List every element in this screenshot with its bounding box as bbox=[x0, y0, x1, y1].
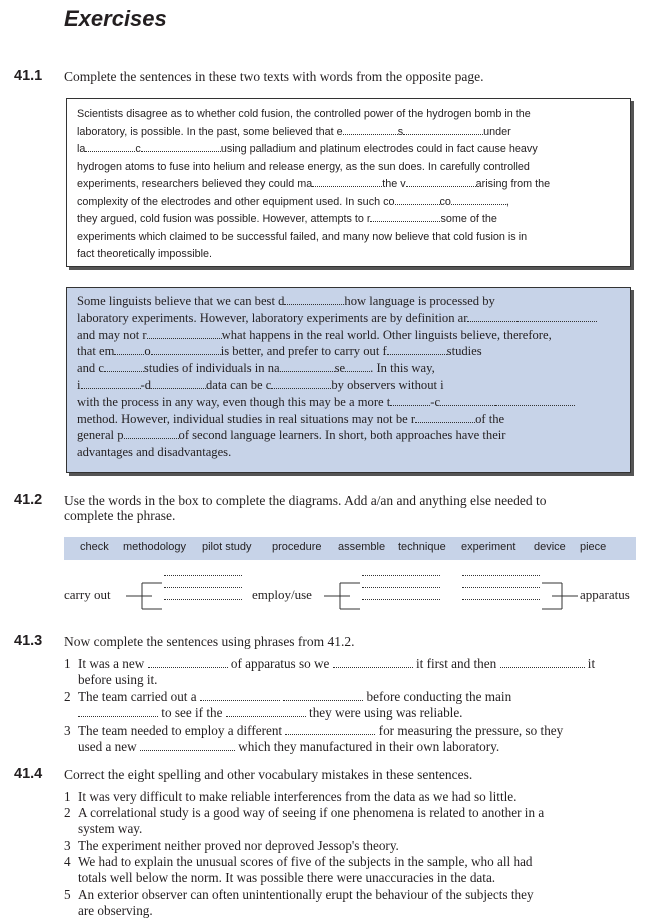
blank[interactable] bbox=[283, 690, 363, 701]
text-line: that em o is better, and prefer to carry out f studies bbox=[77, 344, 482, 359]
blank[interactable] bbox=[390, 395, 430, 406]
diagram-label-carry-out: carry out bbox=[64, 587, 111, 602]
blank[interactable] bbox=[147, 328, 222, 339]
blank[interactable] bbox=[395, 194, 440, 205]
blank[interactable] bbox=[495, 395, 575, 406]
word: piece bbox=[580, 541, 607, 553]
blank[interactable] bbox=[345, 361, 370, 372]
word: experiment bbox=[461, 541, 516, 553]
text-line: and c studies of individuals in na se . In this way, bbox=[77, 361, 435, 376]
blank[interactable] bbox=[226, 706, 306, 717]
blank[interactable] bbox=[440, 395, 495, 406]
word: check bbox=[80, 541, 109, 553]
section-number: 41.4 bbox=[14, 766, 43, 782]
bracket-icon bbox=[540, 578, 580, 614]
text-line: advantages and disadvantages. bbox=[77, 445, 232, 460]
text-line: with the process in any way, even though this may be a more t -c bbox=[77, 394, 622, 411]
blank[interactable] bbox=[387, 344, 447, 355]
blank[interactable] bbox=[284, 294, 344, 305]
blank[interactable] bbox=[85, 141, 135, 152]
blank[interactable] bbox=[148, 657, 228, 668]
blank[interactable] bbox=[406, 176, 476, 187]
diagram-label-apparatus: apparatus bbox=[580, 587, 630, 602]
blank[interactable] bbox=[78, 706, 158, 717]
text-line: Some linguists believe that we can best d how language is processed by bbox=[77, 294, 495, 308]
section-number: 41.2 bbox=[14, 492, 43, 508]
text-line: experiments, researchers believed they could ma the v arising from the bbox=[77, 178, 551, 190]
section-number: 41.1 bbox=[14, 68, 43, 84]
blank[interactable] bbox=[151, 378, 206, 389]
blank[interactable] bbox=[467, 311, 517, 322]
text-line: laboratory, is possible. In the past, some believed that e s under bbox=[77, 125, 511, 138]
text-box-2 bbox=[66, 287, 631, 473]
text-line: complexity of the electrodes and other equipment used. In such co co , bbox=[77, 195, 509, 208]
word: assemble bbox=[338, 541, 386, 553]
blank[interactable] bbox=[104, 361, 144, 372]
diagram-label-employ-use: employ/use bbox=[252, 587, 312, 602]
text-line: and may not r what happens in the real world. Other linguists believe, therefore, bbox=[77, 327, 552, 342]
text-line: experiments which claimed to be successful failed, and many now believe that cold fusion is in bbox=[77, 230, 528, 243]
blank[interactable] bbox=[271, 378, 331, 389]
instruction: Use the words in the box to complete the diagrams. Add a/an and anything else needed to complete the phrase. bbox=[64, 493, 547, 523]
word: methodology bbox=[123, 541, 186, 553]
blank[interactable] bbox=[333, 657, 413, 668]
text-line: method. However, individual studies in real situations may not be r of the bbox=[77, 411, 505, 426]
blank[interactable] bbox=[312, 176, 382, 187]
word: technique bbox=[398, 541, 446, 553]
text-line: la c using palladium and platinum electrodes could in fact cause heavy bbox=[77, 143, 538, 155]
blank[interactable] bbox=[285, 724, 375, 735]
instruction: Complete the sentences in these two texts with words from the opposite page. bbox=[64, 69, 484, 84]
blank[interactable] bbox=[280, 361, 335, 372]
blank[interactable] bbox=[140, 740, 235, 751]
instruction: Now complete the sentences using phrases from 41.2. bbox=[64, 634, 355, 649]
section-number: 41.3 bbox=[14, 633, 43, 649]
blank[interactable] bbox=[415, 412, 475, 423]
text-line: Scientists disagree as to whether cold fusion, the controlled power of the hydrogen bomb in the bbox=[77, 108, 531, 120]
text-line: i -d data can be c by observers without i bbox=[77, 377, 444, 392]
page-title: Exercises bbox=[64, 6, 167, 31]
blank[interactable] bbox=[124, 428, 179, 439]
blank[interactable] bbox=[500, 657, 585, 668]
blank[interactable] bbox=[517, 311, 597, 322]
instruction: Correct the eight spelling and other vocabulary mistakes in these sentences. bbox=[64, 767, 473, 782]
bracket-icon bbox=[124, 578, 164, 614]
text-box-1 bbox=[66, 98, 631, 267]
blank[interactable] bbox=[343, 124, 398, 135]
word: procedure bbox=[272, 541, 322, 553]
text-line: hydrogen atoms to fuse into helium and release energy, as the sun does. In carefully controlled bbox=[77, 160, 530, 173]
blank[interactable] bbox=[200, 690, 280, 701]
blank[interactable] bbox=[151, 344, 221, 355]
word: pilot study bbox=[202, 541, 252, 553]
word-box bbox=[64, 537, 636, 560]
blank[interactable] bbox=[370, 211, 440, 222]
text-line: fact theoretically impossible. bbox=[77, 248, 213, 260]
blank[interactable] bbox=[141, 141, 221, 152]
blank[interactable] bbox=[451, 194, 506, 205]
word: device bbox=[534, 541, 566, 553]
text-line: laboratory experiments. However, laboratory experiments are by definition ar bbox=[77, 310, 622, 327]
bracket-icon bbox=[322, 578, 362, 614]
blank[interactable] bbox=[114, 344, 144, 355]
blank[interactable] bbox=[403, 124, 483, 135]
text-line: they argued, cold fusion was possible. However, attempts to r some of the bbox=[77, 213, 497, 225]
blank[interactable] bbox=[81, 378, 141, 389]
text-line: general p of second language learners. In short, both approaches have their bbox=[77, 428, 506, 443]
